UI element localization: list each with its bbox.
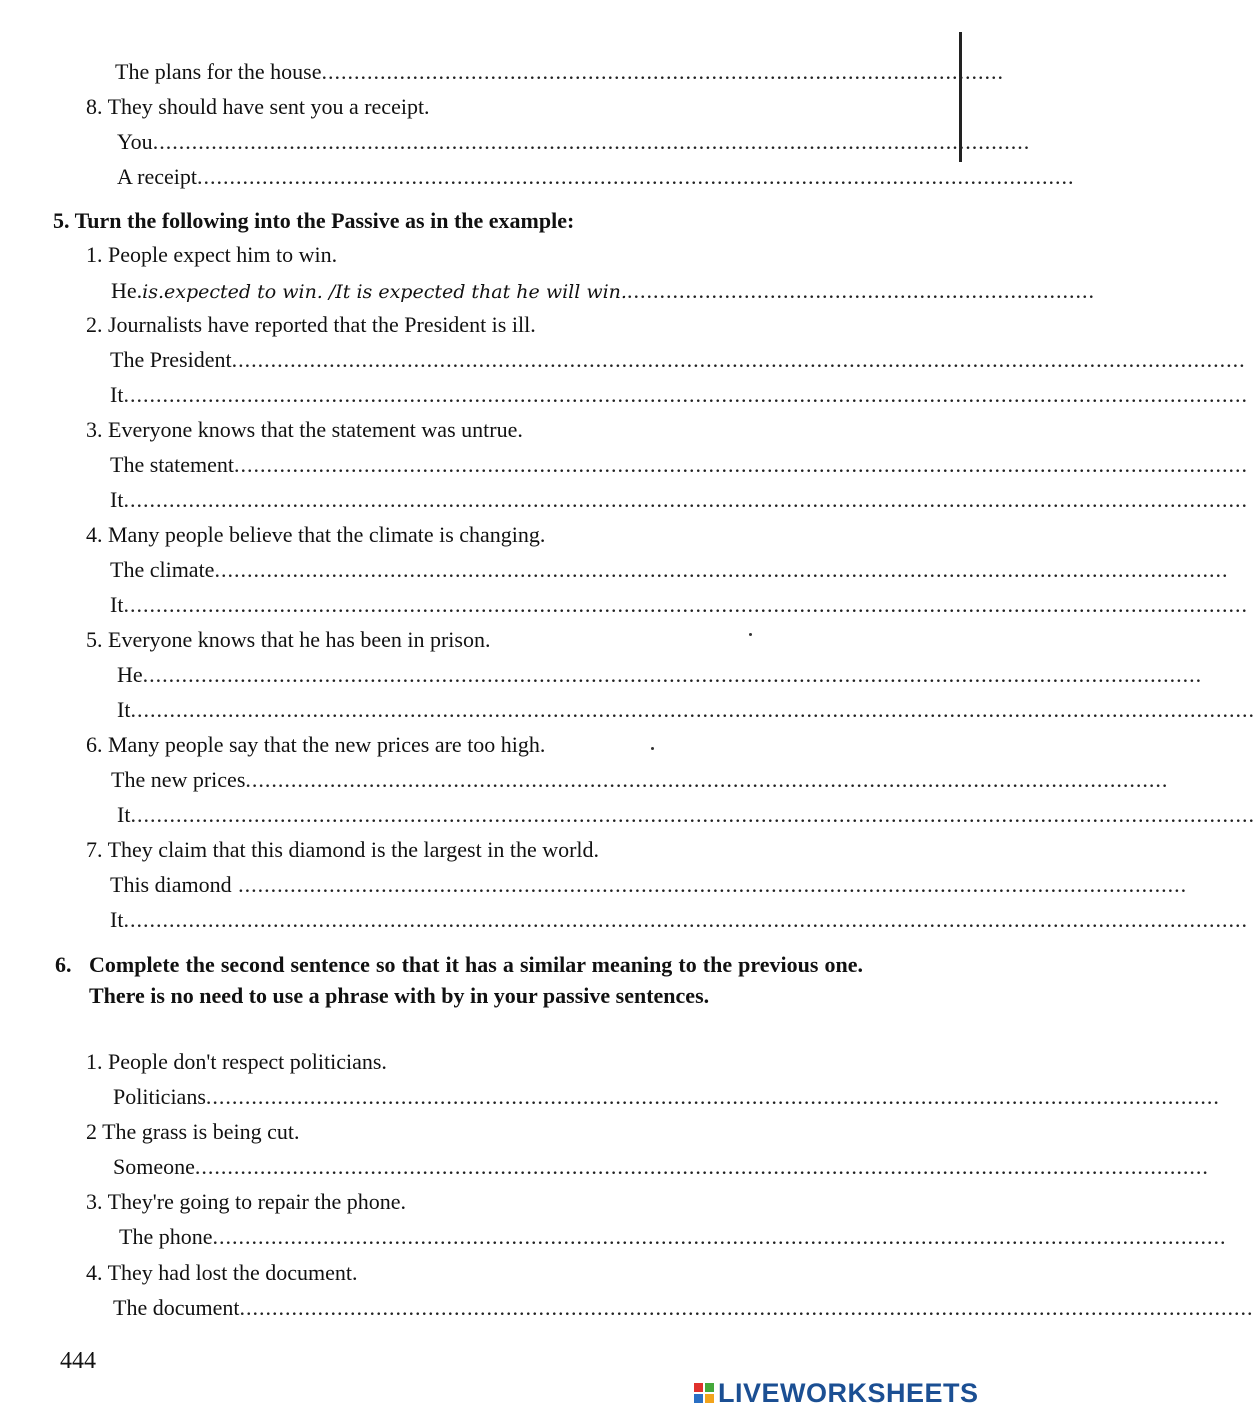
answer-lead: This diamond [110, 872, 232, 897]
question-5-7: 7. They claim that this diamond is the largest in the world. [86, 837, 600, 862]
watermark-text: LIVEWORKSHEETS [718, 1377, 979, 1408]
answer-lead: It [110, 592, 124, 617]
answer-line[interactable] [110, 872, 1188, 898]
scan-speck [651, 747, 654, 750]
answer-line[interactable] [110, 382, 1248, 408]
blank-dots: ............................................................................................................................................................................. [123, 907, 1248, 932]
liveworksheets-logo [694, 1378, 979, 1408]
blank-dots: ................................................................................................................................................................... [142, 662, 1203, 687]
section-5-heading: 5. Turn the following into the Passive as in the example: [53, 208, 575, 233]
blank-dots: ....................................................................................................................................... [197, 164, 1075, 189]
page-number: 444 [60, 1348, 96, 1374]
blank-dots: ............................................................................................................................................................................. [123, 592, 1248, 617]
answer-lead: It [110, 382, 124, 407]
blank-dots: .................................................................................................................................................. [231, 872, 1188, 897]
question-6-3: 3. They're going to repair the phone. [86, 1189, 407, 1214]
blank-dots: ............................................................................................................................................................................. [130, 802, 1255, 827]
answer-line[interactable] [119, 1224, 1227, 1250]
blank-dots: ........................................................................ [626, 278, 1095, 303]
blank-dots: ......................................................................................................... [321, 59, 1004, 84]
answer-lead: The climate [110, 557, 215, 582]
answer-lead: It [117, 802, 131, 827]
answer-lead: You [117, 129, 153, 154]
blank-dots: ............................................................................................................................................................................. [123, 487, 1248, 512]
answer-lead: Someone [113, 1154, 195, 1179]
answer-lead: The new prices [111, 767, 246, 792]
blank-dots: ............................................................................................................................................................ [234, 452, 1249, 477]
answer-line[interactable] [113, 1084, 1220, 1110]
question-6-2: 2 The grass is being cut. [86, 1119, 300, 1144]
answer-line[interactable] [117, 164, 1075, 190]
blank-dots: ............................................................................................................................................................ [231, 347, 1246, 372]
answer-lead: It [110, 487, 124, 512]
answer-line[interactable] [113, 1295, 1254, 1321]
question-8: 8. They should have sent you a receipt. [86, 94, 430, 119]
answer-line[interactable] [110, 592, 1248, 618]
blank-dots: ............................................................................................................................................................ [194, 1154, 1209, 1179]
section-6-heading [55, 949, 863, 1045]
answer-lead: The statement [110, 452, 235, 477]
answer-line[interactable] [110, 557, 1229, 583]
answer-line[interactable] [115, 59, 1004, 85]
answer-line[interactable] [117, 802, 1255, 828]
scan-speck [749, 633, 752, 636]
answer-lead: The phone [119, 1224, 213, 1249]
answer-line[interactable] [117, 697, 1255, 723]
question-5-6: 6. Many people say that the new prices are too high. [86, 732, 546, 757]
answer-lead: The plans for the house [115, 59, 322, 84]
blank-dots: ....................................................................................................................................... [152, 129, 1031, 154]
answer-line[interactable] [110, 487, 1248, 513]
answer-line[interactable] [110, 907, 1248, 933]
answer-line[interactable] [110, 347, 1246, 373]
blank-dots: ............................................................................................................................................................ [212, 1224, 1227, 1249]
answer-lead: The document [113, 1295, 240, 1320]
question-5-2: 2. Journalists have reported that the President is ill. [86, 312, 536, 337]
question-6-1: 1. People don't respect politicians. [86, 1049, 387, 1074]
example-handwritten-answer: is.expected to win. /It is expected that he will win. [142, 281, 627, 303]
section-6-number: 6. [55, 952, 72, 977]
logo-squares-icon [694, 1383, 714, 1403]
section-6-instructions: Complete the second sentence so that it has a similar meaning to the previous one. There is no need to use a phrase with by in your passive sentences. [89, 952, 863, 1008]
blank-dots: ............................................................................................................................................................ [239, 1295, 1254, 1320]
example-answer [111, 278, 1095, 304]
example-prefix: He. [111, 278, 143, 303]
answer-lead: It [110, 907, 124, 932]
question-5-3: 3. Everyone knows that the statement was untrue. [86, 417, 523, 442]
answer-lead: A receipt [117, 164, 198, 189]
blank-dots: ............................................................................................................................................................................. [123, 382, 1248, 407]
answer-lead: Politicians [113, 1084, 206, 1109]
answer-line[interactable] [117, 662, 1203, 688]
answer-line[interactable] [111, 767, 1169, 793]
question-5-1: 1. People expect him to win. [86, 242, 338, 267]
answer-line[interactable] [113, 1154, 1209, 1180]
question-6-4: 4. They had lost the document. [86, 1260, 358, 1285]
question-5-5: 5. Everyone knows that he has been in prison. [86, 627, 491, 652]
answer-line[interactable] [110, 452, 1249, 478]
blank-dots: ............................................................................................................................................................ [214, 557, 1229, 582]
blank-dots: ............................................................................................................................................................ [205, 1084, 1220, 1109]
blank-dots: ............................................................................................................................................................................. [130, 697, 1255, 722]
blank-dots: .............................................................................................................................................. [245, 767, 1169, 792]
answer-lead: He [117, 662, 143, 687]
answer-lead: The President [110, 347, 232, 372]
question-5-4: 4. Many people believe that the climate is changing. [86, 522, 546, 547]
answer-lead: It [117, 697, 131, 722]
answer-line[interactable] [117, 129, 1031, 155]
